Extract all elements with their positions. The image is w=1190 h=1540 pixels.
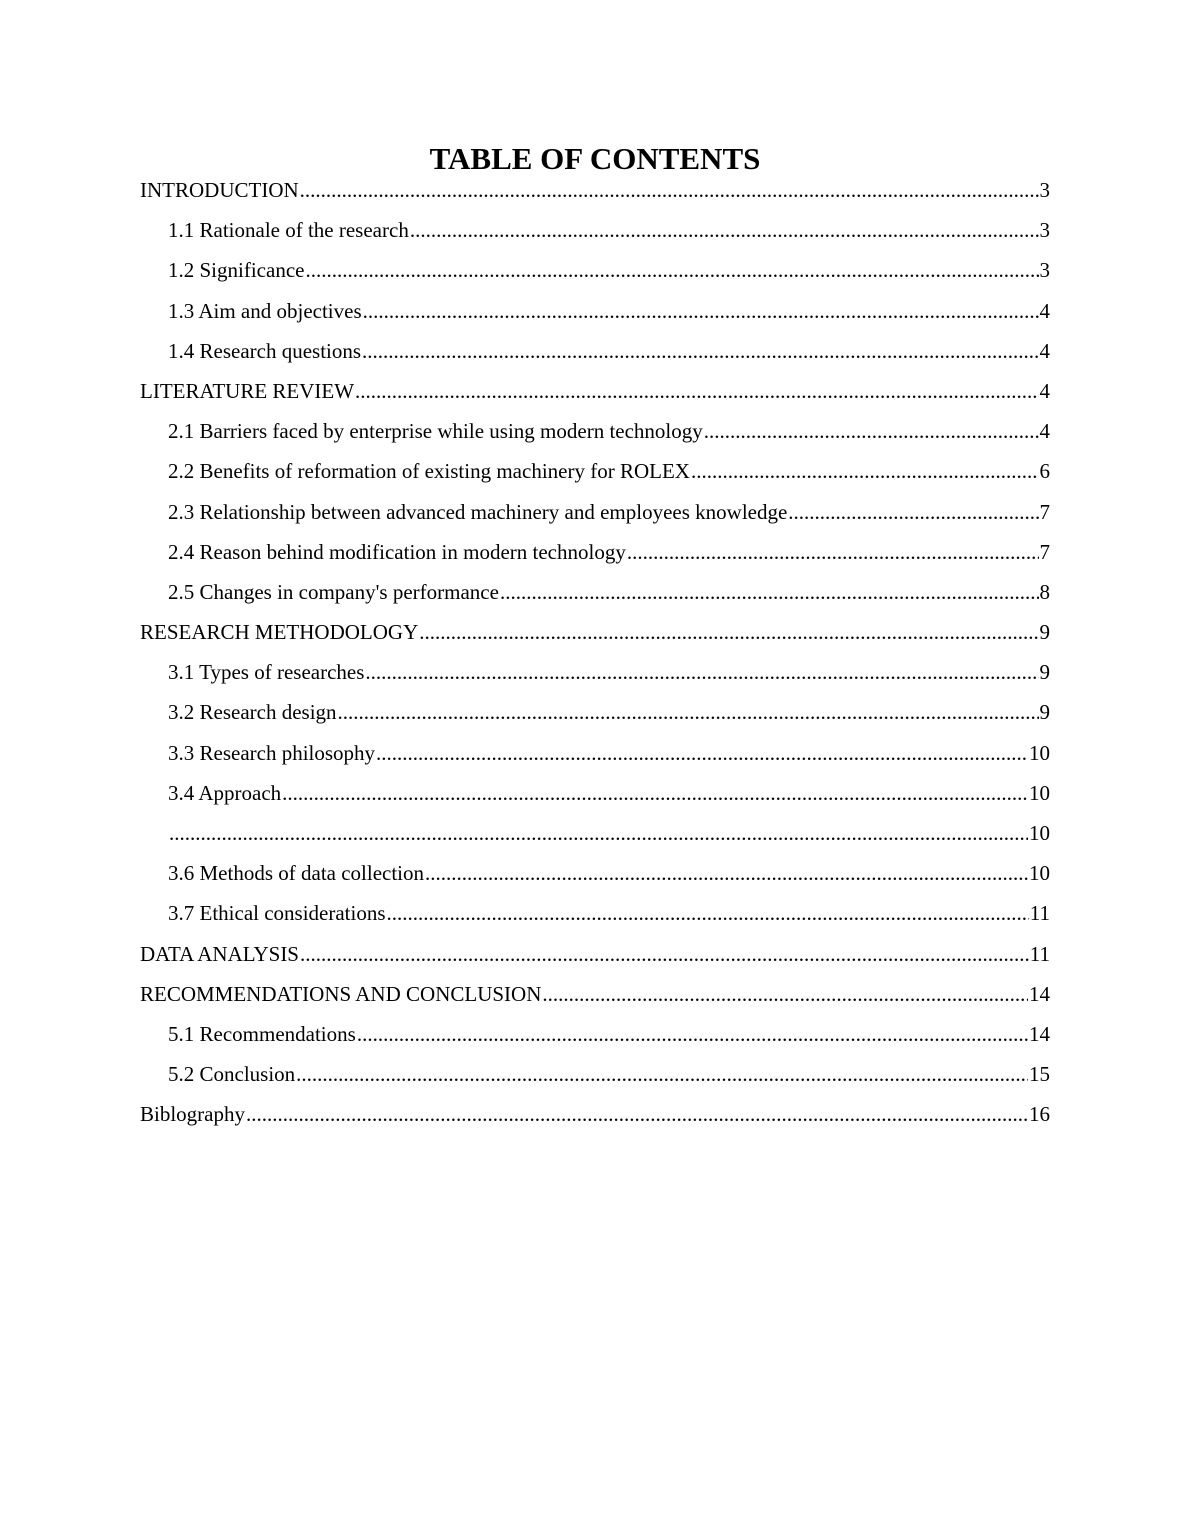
toc-entry[interactable]	[140, 497, 1050, 537]
toc-title: TABLE OF CONTENTS	[429, 141, 761, 176]
toc-entry[interactable]	[140, 697, 1050, 737]
toc-entry-page-number: 3	[1039, 258, 1050, 283]
toc-entry-page-number: 11	[1029, 941, 1050, 966]
toc-entry-label: 5.2 Conclusion	[168, 1062, 296, 1087]
toc-entry-label: 3.6 Methods of data collection	[168, 861, 425, 886]
toc-entry[interactable]	[140, 577, 1050, 617]
toc-entry-label: RECOMMENDATIONS AND CONCLUSION	[140, 981, 542, 1006]
toc-entry[interactable]	[140, 1059, 1050, 1099]
toc-entry-label: 2.3 Relationship between advanced machinery and employees knowledge	[168, 499, 788, 524]
toc-entry-page-number: 4	[1039, 298, 1050, 323]
toc-entry[interactable]	[140, 1019, 1050, 1059]
toc-entry[interactable]	[140, 1099, 1050, 1139]
toc-entry-page-number: 3	[1039, 218, 1050, 243]
toc-entry-label: 3.2 Research design	[168, 700, 337, 725]
toc-entry[interactable]	[140, 215, 1050, 255]
toc-entry-page-number: 11	[1029, 901, 1050, 926]
toc-dot-leader	[410, 215, 1039, 245]
toc-dot-leader	[627, 537, 1039, 567]
toc-entry[interactable]	[140, 376, 1050, 416]
toc-entry-page-number: 7	[1039, 499, 1050, 524]
toc-entry-page-number: 8	[1039, 579, 1050, 604]
toc-entry[interactable]	[140, 738, 1050, 778]
toc-entry[interactable]	[140, 778, 1050, 818]
toc-entry-page-number: 3	[1039, 178, 1050, 202]
toc-entry-label: RESEARCH METHODOLOGY	[140, 620, 419, 645]
toc-dot-leader	[169, 818, 1028, 848]
toc-entry-label: 3.7 Ethical considerations	[168, 901, 386, 926]
toc-entry[interactable]	[140, 858, 1050, 898]
toc-entry[interactable]	[140, 336, 1050, 376]
toc-entry-page-number: 9	[1039, 620, 1050, 645]
toc-entry-page-number: 10	[1029, 861, 1050, 886]
toc-entry[interactable]	[140, 416, 1050, 456]
toc-entry-label: 1.3 Aim and objectives	[168, 298, 362, 323]
toc-entry-label: INTRODUCTION	[140, 178, 299, 202]
toc-entry[interactable]	[140, 657, 1050, 697]
toc-entry-label: 3.3 Research philosophy	[168, 740, 376, 765]
toc-entry-page-number: 4	[1039, 419, 1050, 444]
toc-entry[interactable]	[140, 898, 1050, 938]
toc-entry-label: DATA ANALYSIS	[140, 941, 299, 966]
toc-entry-label: LITERATURE REVIEW	[140, 378, 355, 403]
toc-dot-leader	[704, 416, 1039, 446]
toc-entry-page-number: 7	[1039, 539, 1050, 564]
toc-entry[interactable]	[140, 939, 1050, 979]
toc-entry-label: 1.1 Rationale of the research	[168, 218, 409, 243]
toc-entry-page-number: 14	[1029, 1021, 1050, 1046]
toc-entry[interactable]	[140, 979, 1050, 1019]
toc-entry-label: 1.2 Significance	[168, 258, 305, 283]
toc-entry-page-number: 4	[1039, 338, 1050, 363]
toc-dot-leader	[500, 577, 1039, 607]
toc-dot-leader	[355, 376, 1038, 406]
toc-entry[interactable]	[140, 617, 1050, 657]
toc-dot-leader	[387, 898, 1029, 928]
toc-entry-label: 2.1 Barriers faced by enterprise while using modern technology	[168, 419, 703, 444]
toc-entry[interactable]	[140, 818, 1050, 858]
toc-entry-page-number: 4	[1039, 378, 1050, 403]
toc-dot-leader	[363, 296, 1039, 326]
toc-entry-page-number: 15	[1029, 1062, 1050, 1087]
toc-dot-leader	[246, 1099, 1028, 1129]
toc-entry-label: 3.1 Types of researches	[168, 660, 365, 685]
toc-entry-page-number: 16	[1029, 1102, 1050, 1127]
toc-entry-label: 2.5 Changes in company's performance	[168, 579, 499, 604]
toc-dot-leader	[425, 858, 1028, 888]
toc-dot-leader	[788, 497, 1038, 527]
toc-entry-label: Biblography	[140, 1102, 245, 1127]
toc-dot-leader	[691, 456, 1039, 486]
toc-entry[interactable]	[140, 255, 1050, 295]
toc-dot-leader	[296, 1059, 1028, 1089]
toc-entry-page-number: 14	[1029, 981, 1050, 1006]
toc-dot-leader	[419, 617, 1038, 647]
toc-dot-leader	[338, 697, 1039, 727]
toc-list	[140, 175, 1050, 1140]
toc-entry-page-number: 10	[1029, 821, 1050, 845]
toc-entry[interactable]	[140, 456, 1050, 496]
toc-entry-page-number: 10	[1029, 740, 1050, 765]
toc-entry-label: 2.4 Reason behind modification in modern technology	[168, 539, 626, 564]
toc-entry[interactable]	[140, 175, 1050, 215]
toc-entry[interactable]	[140, 537, 1050, 577]
toc-dot-leader	[300, 939, 1029, 969]
toc-dot-leader	[300, 175, 1039, 205]
toc-entry-label: 5.1 Recommendations	[168, 1021, 356, 1046]
toc-entry-label: 3.4 Approach	[168, 780, 282, 805]
toc-entry-page-number: 9	[1039, 700, 1050, 725]
toc-entry[interactable]	[140, 296, 1050, 336]
toc-entry-page-number: 10	[1029, 780, 1050, 805]
toc-dot-leader	[362, 336, 1038, 366]
toc-dot-leader	[282, 778, 1028, 808]
toc-dot-leader	[376, 738, 1028, 768]
toc-entry-label: 1.4 Research questions	[168, 338, 362, 363]
toc-dot-leader	[357, 1019, 1028, 1049]
toc-dot-leader	[305, 255, 1038, 285]
toc-dot-leader	[542, 979, 1028, 1009]
toc-entry-page-number: 6	[1039, 459, 1050, 484]
toc-entry-label: 2.2 Benefits of reformation of existing machinery for ROLEX	[168, 459, 690, 484]
toc-entry-page-number: 9	[1039, 660, 1050, 685]
toc-dot-leader	[365, 657, 1038, 687]
